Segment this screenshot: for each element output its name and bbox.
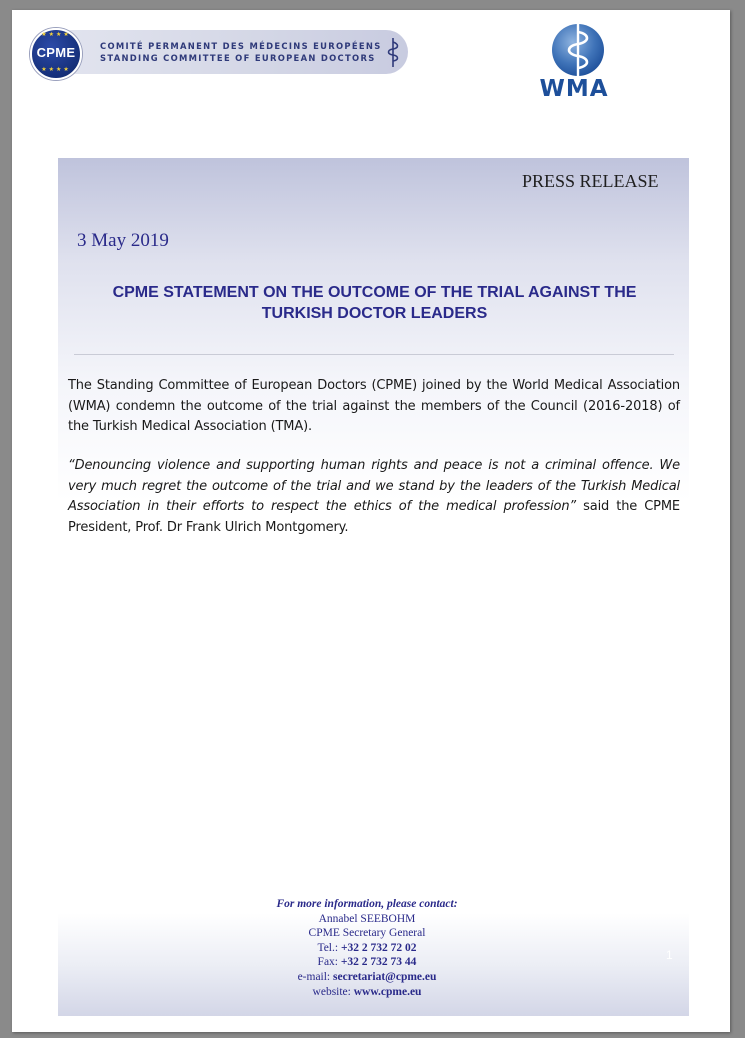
contact-name: Annabel SEEBOHM [318,912,416,925]
eu-stars-icon: ★★★★ [41,32,71,38]
contact-fax [192,955,542,970]
website-label: website: [312,985,354,998]
body-paragraph: The Standing Committee of European Doctors (CPME) joined by the World Medical Association (WMA) condemn the outcome of the trial against the members of the Council (2016-2018) of the Turkish Medical Association (TMA). [68,378,680,434]
fax-label: Fax: [317,956,341,969]
tel-value: +32 2 732 72 02 [340,941,417,954]
contact-block [192,897,542,999]
cpme-name-english: STANDING COMMITTEE OF EUROPEAN DOCTORS [100,53,376,63]
contact-email [192,970,542,985]
document-page [12,10,730,1032]
quote-paragraph [68,456,680,538]
contact-role: CPME Secretary General [308,927,426,940]
aesculapius-staff-icon [385,36,401,68]
contact-website [192,985,542,1000]
press-release-label: PRESS RELEASE [522,171,659,191]
email-link[interactable]: secretariat@cpme.eu [333,970,437,983]
quote-attribution: said the CPME President, Prof. Dr Frank Ulrich Montgomery. [68,499,680,535]
release-date: 3 May 2019 [77,230,169,251]
page-title [70,282,679,324]
divider [74,354,674,355]
website-link[interactable]: www.cpme.eu [353,985,422,998]
title-line: TURKISH DOCTOR LEADERS [261,305,488,322]
cpme-emblem [30,28,82,80]
eu-stars-icon: ★★★★ [41,67,71,73]
cpme-logo-banner [30,30,408,74]
contact-heading: For more information, please contact: [276,898,458,910]
president-quote: “Denouncing violence and supporting human rights and peace is not a criminal offence. We very much regret the outcome of the trial and we stand by the leaders of the Turkish Medical Association in their efforts to respect the ethics of the medical profession” [68,458,680,514]
email-label: e-mail: [297,970,334,983]
title-line: CPME STATEMENT ON THE OUTCOME OF THE TRIAL AGAINST THE [112,284,637,301]
cpme-name-french: COMITÉ PERMANENT DES MÉDECINS EUROPÉENS [100,41,382,51]
page-number: 1 [666,948,673,962]
wma-logo-text: WMA [539,76,609,102]
cpme-logo-text: CPME [36,45,76,60]
contact-tel [192,941,542,956]
tel-label: Tel.: [317,941,341,954]
fax-value: +32 2 732 73 44 [340,956,417,969]
